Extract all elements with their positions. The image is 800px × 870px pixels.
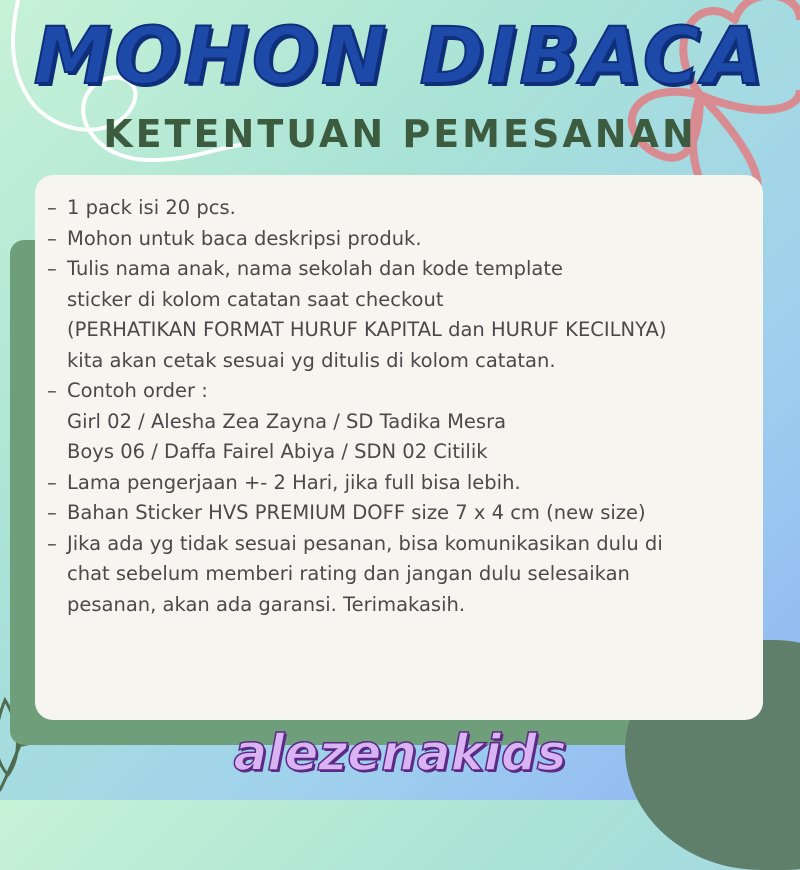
rules-list [47,193,759,620]
rule-line: Girl 02 / Alesha Zea Zayna / SD Tadika Mesra [67,409,507,433]
rule-line: – Mohon untuk baca deskripsi produk. [67,226,422,250]
rule-line: (PERHATIKAN FORMAT HURUF KAPITAL dan HURUF KECILNYA) [67,318,667,341]
rule-item [47,224,759,255]
rule-item [47,376,759,468]
rule-line: kita akan cetak sesuai yg ditulis di kolom catatan. [67,348,556,372]
rule-line: Boys 06 / Daffa Fairel Abiya / SDN 02 Citilik [67,440,488,463]
rule-item [47,498,759,529]
rule-line: chat sebelum memberi rating dan jangan dulu selesaikan [67,562,630,585]
page-subtitle: KETENTUAN PEMESANAN [103,112,697,156]
rule-line: – Tulis nama anak, nama sekolah dan kode template [67,257,563,280]
rule-item [47,468,759,499]
rule-line: – Jika ada yg tidak sesuai pesanan, bisa komunikasikan dulu di [67,531,663,555]
rule-item [47,529,759,621]
rules-card [35,175,763,720]
rule-line: pesanan, akan ada garansi. Terimakasih. [67,592,466,616]
brand-logo: alezenakids [233,724,567,782]
page-title: MOHON DIBACA [33,12,767,102]
rule-line: – Contoh order : [67,379,208,402]
rule-item [47,254,759,376]
rule-item [47,193,759,224]
rule-line: sticker di kolom catatan saat checkout [67,287,444,311]
rule-line: – Lama pengerjaan +- 2 Hari, jika full bisa lebih. [67,470,521,494]
rule-line: – 1 pack isi 20 pcs. [67,196,236,219]
rule-line: – Bahan Sticker HVS PREMIUM DOFF size 7 x 4 cm (new size) [67,501,646,524]
